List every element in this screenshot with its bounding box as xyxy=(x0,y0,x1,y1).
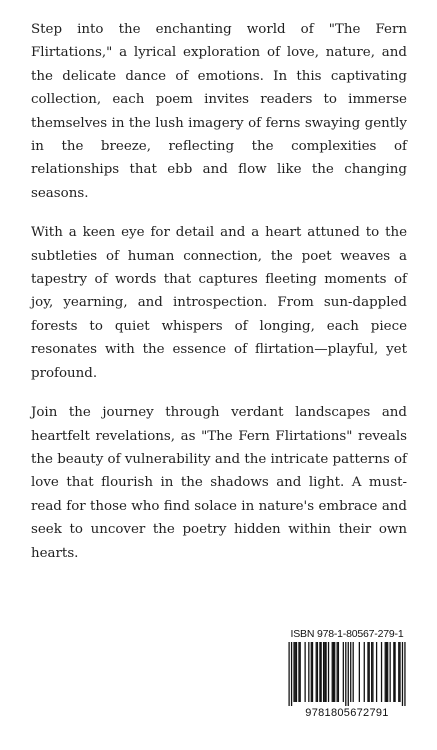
barcode-bar xyxy=(311,642,312,702)
isbn-digits: 9781805672791 xyxy=(305,707,389,719)
barcode-bar xyxy=(334,642,335,702)
barcode-bar xyxy=(295,642,296,702)
barcode-bar xyxy=(316,642,317,702)
barcode-bar xyxy=(308,642,309,702)
barcode-bar xyxy=(369,642,370,702)
barcode-bar xyxy=(348,642,349,706)
barcode-bar xyxy=(359,642,360,702)
barcode-bar xyxy=(398,642,399,702)
barcode-bar xyxy=(386,642,387,702)
barcode-bar xyxy=(319,642,320,702)
barcode-bar xyxy=(337,642,338,702)
barcode-bar xyxy=(376,642,377,702)
barcode-bar xyxy=(404,642,405,706)
barcode-bar xyxy=(323,642,324,702)
barcode-bar xyxy=(325,642,326,702)
barcode-bar xyxy=(393,642,394,702)
barcode-bar xyxy=(291,642,292,706)
barcode-bar xyxy=(333,642,334,702)
barcode-bar xyxy=(343,642,344,702)
barcode-bar xyxy=(385,642,386,702)
barcode-bar xyxy=(317,642,318,702)
barcode-bar xyxy=(304,642,305,702)
barcode-bar xyxy=(338,642,339,702)
barcode-bar xyxy=(296,642,297,702)
barcode-bar xyxy=(353,642,354,702)
isbn-label: ISBN 978-1-80567-279-1 xyxy=(290,628,404,640)
blurb-text xyxy=(31,18,407,581)
blurb-paragraph-2: With a keen eye for detail and a heart attuned to the subtleties of human connection, the poet weaves a tapestry of words that captures fleeting moments of joy, yearning, and introspection. From sun-dappled forests to quiet whispers of longing, each piece resonates with the essence of flirtation—playful, yet profound. xyxy=(31,225,407,381)
barcode-bar xyxy=(402,642,403,706)
isbn-barcode xyxy=(285,628,409,724)
barcode-bar xyxy=(328,642,329,702)
barcode-bar xyxy=(381,642,382,702)
barcode-bar xyxy=(367,642,368,702)
barcode-bar xyxy=(293,642,294,702)
blurb-paragraph-1: Step into the enchanting world of "The Fern Flirtations," a lyrical exploration of love, nature, and the delicate dance of emotions. In this captivating collection, each poem invites readers to immerse themselves in the lush imagery of ferns swaying gently in the breeze, reflecting the complexities of relationships that ebb and flow like the changing seasons. xyxy=(31,22,407,201)
barcode-bar xyxy=(399,642,400,702)
barcode-bar xyxy=(300,642,301,702)
barcode-bar xyxy=(387,642,388,702)
barcode-bar xyxy=(394,642,395,702)
barcode-bar xyxy=(371,642,372,702)
blurb-paragraph-3: Join the journey through verdant landscapes and heartfelt revelations, as "The Fern Flirtations" reveals the beauty of vulnerability and the intricate patterns of love that flourish in the shadows and light. A must-read for those who find solace in nature's embrace and seek to uncover the poetry hidden within their own hearts. xyxy=(31,405,407,561)
barcode-bar xyxy=(312,642,313,702)
barcode-bar xyxy=(298,642,299,702)
barcode-bar xyxy=(345,642,346,706)
barcode-bar xyxy=(372,642,373,702)
barcode-bar xyxy=(288,642,289,706)
barcode-bar xyxy=(332,642,333,702)
barcode-bar xyxy=(350,642,351,702)
barcode-bar xyxy=(321,642,322,702)
barcode-bar xyxy=(324,642,325,702)
barcode-bar xyxy=(364,642,365,702)
barcode-bar xyxy=(390,642,391,702)
barcode-bars xyxy=(286,642,408,706)
